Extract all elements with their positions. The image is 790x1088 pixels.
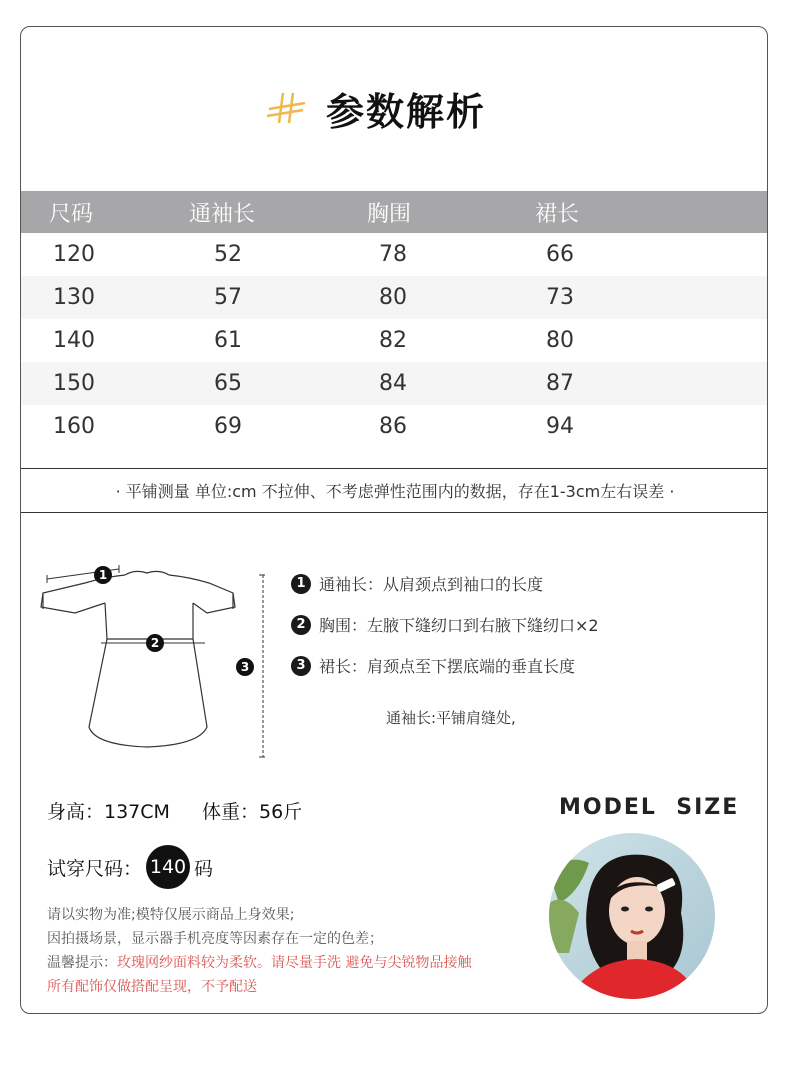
legend-item: [291, 563, 599, 604]
cell-sleeve: 69: [214, 414, 242, 439]
diagram-marker-2: [146, 634, 164, 652]
table-header: [21, 191, 768, 233]
dress-diagram: [35, 547, 265, 787]
cell-size: 120: [53, 242, 95, 267]
header-sleeve-length: 通袖长: [189, 201, 256, 227]
table-row: [21, 319, 768, 362]
cell-bust: 86: [379, 414, 407, 439]
svg-text:1: 1: [98, 568, 108, 582]
legend-text: 胸围：左腋下缝纫口到右腋下缝纫口×2: [319, 616, 599, 635]
trial-size-badge: 140: [146, 845, 190, 889]
cell-size: 160: [53, 414, 95, 439]
trial-suffix: 码: [194, 857, 214, 880]
table-row: [21, 233, 768, 276]
measurement-legend: [291, 563, 599, 686]
table-row: [21, 405, 768, 448]
model-weight: 体重：56斤: [201, 801, 303, 823]
cell-bust: 78: [379, 242, 407, 267]
model-size-title: MODEL SIZE: [559, 795, 740, 820]
cell-size: 150: [53, 371, 95, 396]
table-row: [21, 362, 768, 405]
warning-text: 玫瑰网纱面料较为柔软。请尽量手洗 避免与尖锐物品接触: [117, 955, 472, 971]
cell-length: 87: [546, 371, 574, 396]
hash-decoration-icon: [263, 89, 311, 125]
tips: [47, 903, 471, 999]
model-height: 身高：137CM: [47, 801, 170, 823]
tip-line: 请以实物为准;模特仅展示商品上身效果;: [47, 907, 295, 923]
legend-text: 裙长：肩颈点至下摆底端的垂直长度: [319, 657, 576, 676]
model-stats: [47, 797, 328, 824]
model-photo: [549, 833, 715, 999]
number-3-icon: 3: [291, 656, 311, 676]
size-table: [21, 191, 768, 448]
divider: [21, 468, 768, 469]
page-title: 参数解析: [326, 90, 487, 134]
cell-sleeve: 57: [214, 285, 242, 310]
cell-length: 80: [546, 328, 574, 353]
cell-sleeve: 61: [214, 328, 242, 353]
table-row: [21, 276, 768, 319]
cell-sleeve: 52: [214, 242, 242, 267]
cell-bust: 84: [379, 371, 407, 396]
sleeve-note: 通袖长:平铺肩缝处,: [386, 709, 516, 727]
size-chart-card: [20, 26, 768, 1014]
trial-label: 试穿尺码：: [47, 857, 143, 880]
legend-item: [291, 604, 599, 645]
tip-label: 温馨提示：: [47, 955, 117, 971]
tip-line: 因拍摄场景，显示器手机亮度等因素存在一定的色差；: [47, 931, 383, 947]
cell-length: 94: [546, 414, 574, 439]
number-1-icon: 1: [291, 574, 311, 594]
tip-line: 所有配饰仅做搭配呈现，不予配送: [47, 979, 257, 995]
title-section: [21, 81, 767, 141]
cell-sleeve: 65: [214, 371, 242, 396]
cell-length: 66: [546, 242, 574, 267]
number-2-icon: 2: [291, 615, 311, 635]
cell-size: 140: [53, 328, 95, 353]
measurement-note: · 平铺测量 单位:cm 不拉伸、不考虑弹性范围内的数据，存在1-3cm左右误差 ·: [115, 482, 675, 501]
svg-text:3: 3: [240, 660, 250, 674]
header-bust: 胸围: [367, 201, 412, 227]
legend-text: 通袖长：从肩颈点到袖口的长度: [319, 575, 544, 594]
trial-size: [47, 845, 213, 889]
cell-size: 130: [53, 285, 95, 310]
legend-item: [291, 645, 599, 686]
diagram-marker-1: [94, 566, 112, 584]
header-size: 尺码: [49, 201, 94, 227]
divider: [21, 512, 768, 513]
cell-bust: 82: [379, 328, 407, 353]
tip-line: [47, 951, 471, 975]
diagram-marker-3: [236, 658, 254, 676]
cell-bust: 80: [379, 285, 407, 310]
header-dress-length: 裙长: [535, 201, 580, 227]
cell-length: 73: [546, 285, 574, 310]
svg-text:2: 2: [150, 636, 160, 650]
